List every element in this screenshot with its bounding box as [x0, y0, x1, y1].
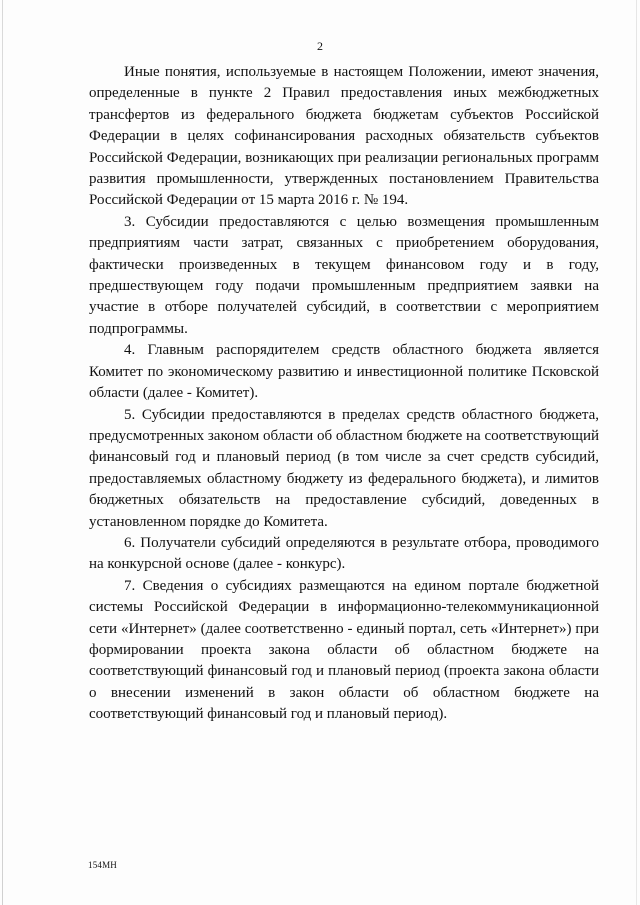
paragraph-6: 6. Получатели субсидий определяются в результате отбора, проводимого на конкурсной основе (далее - конкурс). — [89, 534, 599, 573]
paragraph-4: 4. Главным распорядителем средств областного бюджета является Комитет по экономическому развитию и инвестиционной политике Псковской области (далее - Комитет). — [89, 342, 599, 402]
paragraph-3: 3. Субсидии предоставляются с целью возмещения промышленным предприятиям части затрат, связанных с приобретением оборудования, фактически произведенных в текущем финансовом году и в году, предшествующем году подачи промышленным предприятием заявки на участие в отборе получателей субсидий, в соответствии с мероприятием подпрограммы. — [89, 213, 599, 337]
paragraph-5: 5. Субсидии предоставляются в пределах средств областного бюджета, предусмотренных законом области об областном бюджете на соответствующий финансовый год и плановый период (в том числе за счет средств субсидий, предоставляемых областному бюджету из федерального бюджета), и лимитов бюджетных обязательств на предоставление субсидий, доведенных в установленном порядке до Комитета. — [89, 406, 599, 530]
document-body — [89, 62, 599, 726]
paragraph-7: 7. Сведения о субсидиях размещаются на едином портале бюджетной системы Российской Федерации в информационно-телекоммуникационной сети «Интернет» (далее соответственно - единый портал, сеть «Интернет») при формировании проекта закона области об областном бюджете на соответствующий финансовый год и плановый период (проекта закона области о внесении изменений в закон области об областном бюджете на соответствующий финансовый год и плановый период). — [89, 577, 599, 723]
paragraph-definitions: Иные понятия, используемые в настоящем Положении, имеют значения, определенные в пункте 2 Правил предоставления иных межбюджетных трансфертов из федерального бюджета бюджетам субъектов Российской Федерации в целях софинансирования расходных обязательств субъектов Российской Федерации, возникающих при реализации региональных программ развития промышленности, утвержденных постановлением Правительства Российской Федерации от 15 марта 2016 г. № 194. — [89, 64, 599, 209]
page-number: 2 — [317, 39, 323, 53]
document-code: 154МН — [88, 860, 118, 870]
